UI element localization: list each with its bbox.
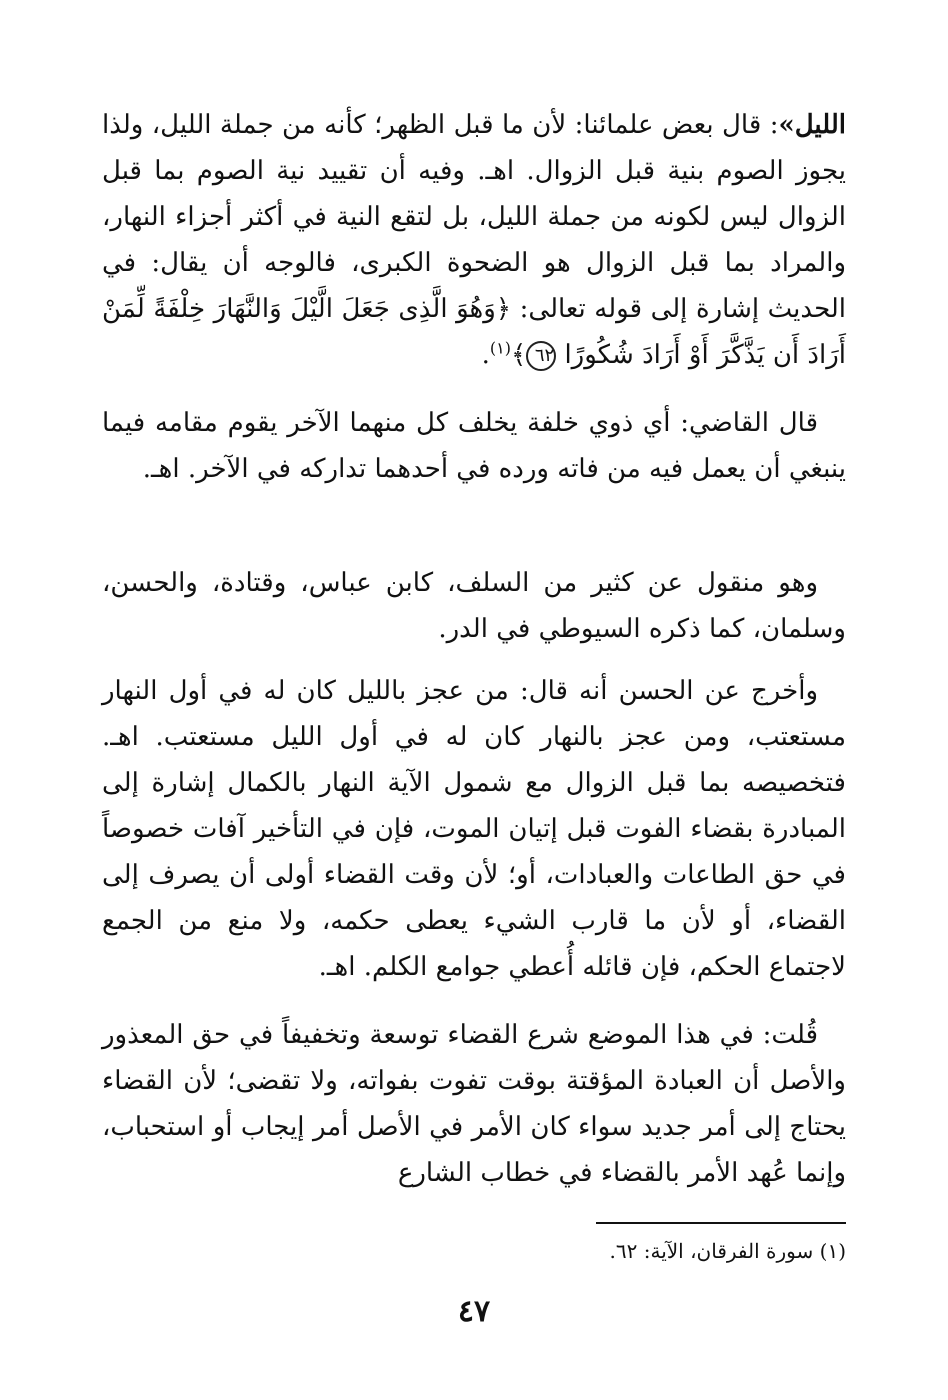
footnote-marker[interactable]: (١) <box>489 338 511 358</box>
footnote-divider <box>596 1222 846 1224</box>
page-number: ٤٧ <box>457 1294 491 1329</box>
quran-verse: ﴿وَهُوَ الَّذِى جَعَلَ الَّيْلَ وَالنَّهَارَ خِلْفَةً لِّمَنْ أَرَادَ أَن يَذَّكَّرَ أَوْ أَرَادَ شُكُورًا <box>102 294 846 370</box>
ayah-number-icon: ٦٢ <box>526 341 556 371</box>
paragraph-1-lead: الليل» <box>778 110 846 140</box>
paragraph-3: وهو منقول عن كثير من السلف، كابن عباس، وقتادة، والحسن، وسلمان، كما ذكره السيوطي في الدر. <box>102 568 846 644</box>
paragraph-1-end: . <box>481 340 490 370</box>
paragraph-5: قُلت: في هذا الموضع شرع القضاء توسعة وتخفيفاً في حق المعذور والأصل أن العبادة المؤقتة بوقت تفوت بفواته، ولا تقضى؛ لأن القضاء يحتاج إلى أمر جديد سواء كان الأمر في الأصل أمر إيجاب أو استحباب، وإنما عُهد الأمر بالقضاء في خطاب الشارع <box>102 1020 846 1188</box>
paragraph-2: قال القاضي: أي ذوي خلفة يخلف كل منهما الآخر يقوم مقامه فيما ينبغي أن يعمل فيه من فاته ورده في أحدهما تداركه في الآخر. اهـ. <box>102 408 846 484</box>
quran-close: ﴾ <box>510 340 527 370</box>
footnote: (١) سورة الفرقان، الآية: ٦٢. <box>609 1239 846 1263</box>
paragraph-1-text: : قال بعض علمائنا: لأن ما قبل الظهر؛ كأنه من جملة الليل، ولذا يجوز الصوم بنية قبل الزوال. اهـ. وفيه أن تقييد نية الصوم بما قبل الزوال ليس لكونه من جملة الليل، بل لتقع النية في أكثر أجزاء النهار، والمراد بما قبل الزوال هو الضحوة الكبرى، فالوجه أن يقال: في الحديث إشارة إلى قوله تعالى: <box>102 110 846 324</box>
paragraph-4: وأخرج عن الحسن أنه قال: من عجز بالليل كان له في أول النهار مستعتب، ومن عجز بالنهار كان له في أول الليل مستعتب. اهـ. فتخصيصه بما قبل الزوال مع شمول الآية النهار بالكمال إشارة إلى المبادرة بقضاء الفوت قبل إتيان الموت، فإن في التأخير آفات خصوصاً في حق الطاعات والعبادات، أو؛ لأن وقت القضاء أولى أن يصرف إلى القضاء، أو لأن ما قارب الشيء يعطى حكمه، ولا منع من الجمع لاجتماع الحكم، فإن قائله أُعطي جوامع الكلم. اهـ. <box>102 676 846 982</box>
paragraph-1 <box>102 102 846 378</box>
